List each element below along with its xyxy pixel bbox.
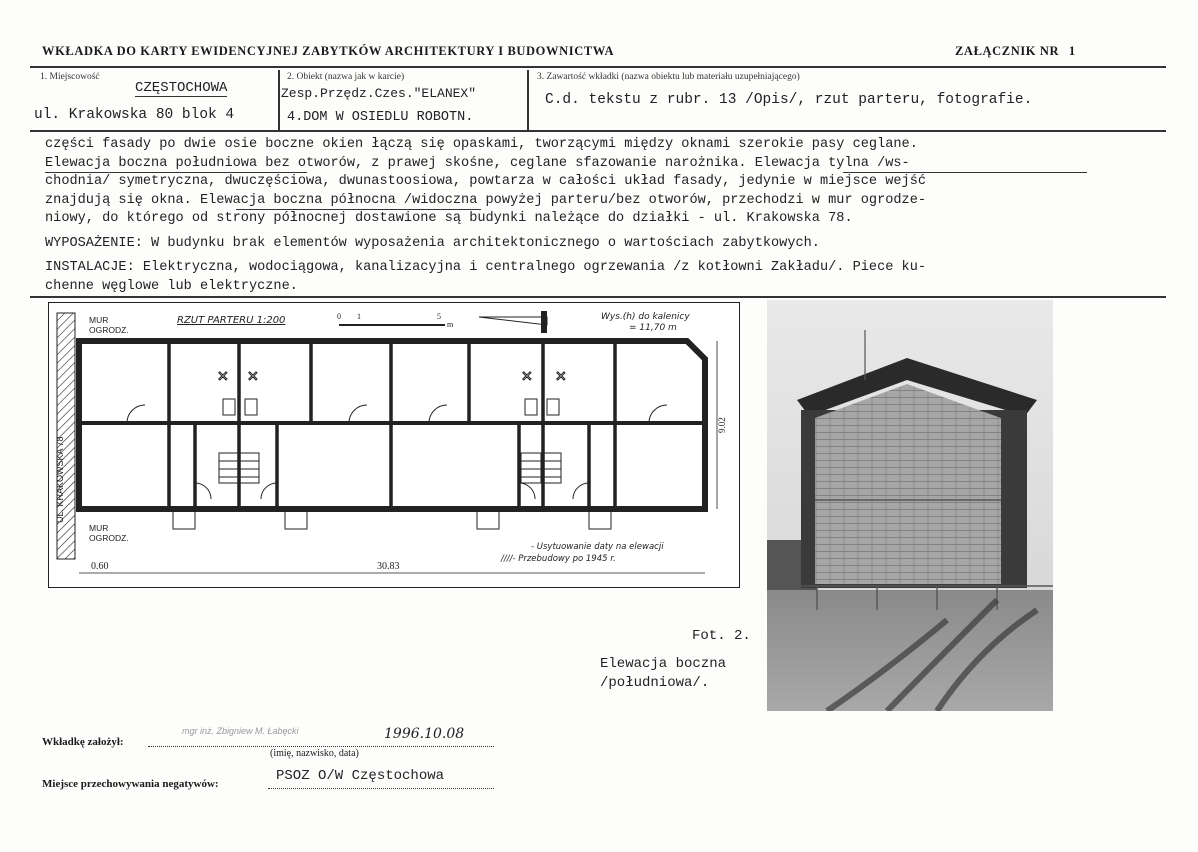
plan-title: RZUT PARTERU 1:200: [177, 315, 286, 326]
negatives-line: [268, 787, 494, 789]
depth-dimension: 9.02: [717, 417, 727, 433]
photo-drawing: [767, 300, 1053, 711]
photo-number: Fot. 2.: [692, 628, 751, 644]
street-label: UL. KRAKOWSKA 78: [55, 436, 65, 523]
svg-text:✕: ✕: [247, 370, 259, 385]
field-3-label: 3. Zawartość wkładki (nazwa obiektu lub materiału uzupełniającego): [537, 72, 800, 82]
floor-plan-drawing: [49, 303, 739, 587]
field-divider-2: [527, 70, 529, 130]
body-line: Elewacja boczna południowa bez otworów, z prawej skośne, ceglane sfazowanie narożnika. Elewacja tylna /ws-: [45, 155, 910, 171]
founder-hint: (imię, nazwisko, data): [270, 748, 359, 759]
underline-rear: [843, 172, 1087, 173]
field-divider-1: [278, 70, 280, 130]
door-swings: [127, 405, 667, 499]
scale-unit: m: [447, 320, 454, 329]
floor-plan: [48, 302, 740, 588]
legend-1: - Usytuowanie daty na elewacji: [531, 542, 664, 552]
body-line: znajdują się okna. Elewacja boczna północna /widoczna powyżej parteru/bez otworów, przechodzi w mur ogrodze-: [45, 192, 927, 208]
height-note-1: Wys.(h) do kalenicy: [601, 312, 690, 322]
photo-south-elevation: [767, 300, 1053, 711]
wall-bottom-label-2: OGRODZ.: [89, 533, 129, 543]
field-2-line1: Zesp.Przędz.Czes."ELANEX": [281, 86, 477, 101]
founder-label: Wkładkę założył:: [42, 736, 124, 748]
photo-caption-line1: Elewacja boczna: [600, 656, 727, 672]
field-3-value: C.d. tekstu z rubr. 13 /Opis/, rzut parteru, fotografie.: [545, 92, 1033, 108]
text-end-rule: [30, 296, 1166, 298]
header-rule: [30, 66, 1166, 68]
scale-tick-1: 1: [357, 312, 361, 321]
founder-line: [148, 745, 494, 747]
field-1-address: ul. Krakowska 80 blok 4: [34, 107, 235, 123]
founder-name: mgr inż. Zbigniew M. Łabęcki: [182, 726, 299, 736]
underline-north: [236, 209, 481, 210]
scale-tick-5: 5: [437, 312, 441, 321]
wall-bottom-label-1: MUR: [89, 523, 109, 533]
length-dimension: 30.83: [377, 561, 400, 572]
photo-caption-line2: /południowa/.: [600, 675, 710, 691]
north-arrow-icon: [479, 317, 547, 325]
founder-date: 1996.10.08: [384, 726, 465, 742]
body-line: chenne węglowe lub elektryczne.: [45, 278, 298, 294]
body-line: WYPOSAŻENIE: W budynku brak elementów wyposażenia architektonicznego o wartościach zabytkowych.: [45, 235, 820, 251]
scale-bar: [337, 312, 454, 329]
field-2-line2: 4.DOM W OSIEDLU ROBOTN.: [287, 110, 474, 125]
field-1-city: CZĘSTOCHOWA: [135, 80, 228, 96]
svg-text:✕: ✕: [555, 370, 567, 385]
body-line: chodnia/ symetryczna, dwuczęściowa, dwunastoosiowa, powtarza w całości układ fasady, jedynie w miejsce wejść: [45, 174, 927, 189]
underline-south: [45, 172, 307, 173]
field-2-label: 2. Obiekt (nazwa jak w karcie): [287, 72, 405, 82]
negatives-location: PSOZ O/W Częstochowa: [276, 768, 445, 784]
body-line: niowy, do którego od strony północnej dostawione są budynki należące do działki - ul. Krakowska 78.: [45, 211, 853, 226]
annex-number: 1: [1068, 44, 1076, 58]
svg-text:✕: ✕: [217, 370, 229, 385]
document-title: WKŁADKA DO KARTY EWIDENCYJNEJ ZABYTKÓW ARCHITEKTURY I BUDOWNICTWA: [42, 44, 615, 58]
description-text: [45, 136, 926, 296]
entrance-steps: [173, 511, 611, 529]
negatives-label: Miejsce przechowywania negatywów:: [42, 778, 219, 790]
chimney-mark: [541, 311, 547, 333]
legend-2: ////- Przebudowy po 1945 r.: [501, 554, 616, 564]
wall-top-label-2: OGRODZ.: [89, 325, 129, 335]
svg-text:✕: ✕: [521, 370, 533, 385]
annex-label-text: ZAŁĄCZNIK NR: [955, 44, 1060, 58]
wall-top-label-1: MUR: [89, 315, 109, 325]
body-line: części fasady po dwie osie boczne okien łączą się opaskami, tworzącymi między oknami szerokie pasy ceglane.: [45, 137, 918, 152]
height-note-2: = 11,70 m: [629, 323, 677, 333]
scale-tick-0: 0: [337, 312, 341, 321]
fields-rule: [30, 130, 1166, 132]
wall-dimension: 0.60: [91, 561, 109, 572]
annex-label: [955, 44, 1076, 59]
body-line: INSTALACJE: Elektryczna, wodociągowa, kanalizacyjna i centralnego ogrzewania /z kotłowni Zakładu/. Piece ku-: [45, 260, 927, 275]
field-1-label: 1. Miejscowość: [40, 72, 100, 82]
